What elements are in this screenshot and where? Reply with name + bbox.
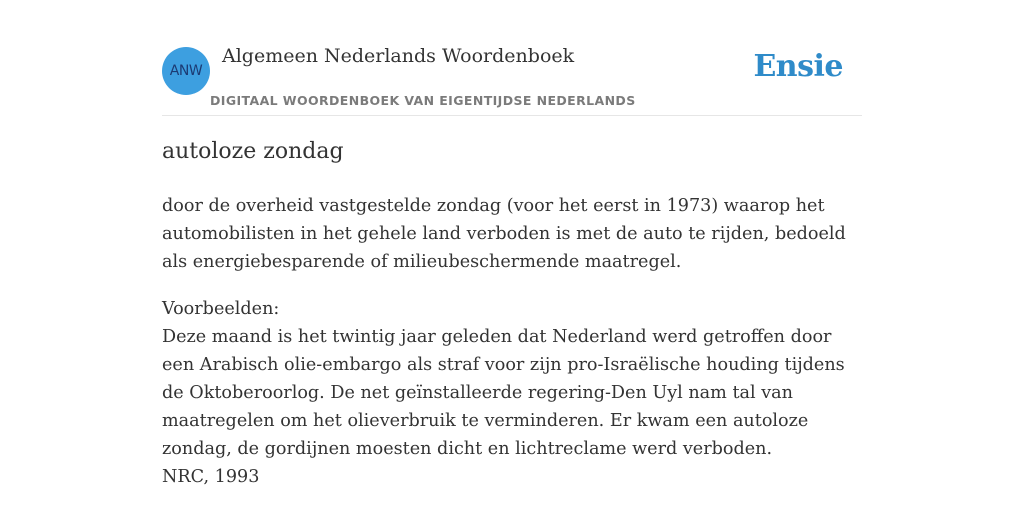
examples-section (162, 295, 862, 491)
dictionary-subtitle: DIGITAAL WOORDENBOEK VAN EIGENTIJDSE NEDERLANDS (210, 93, 636, 108)
header (162, 0, 862, 116)
headword: autoloze zondag (162, 139, 344, 164)
ensie-brand-logo[interactable]: Ensie (753, 49, 843, 84)
example-source: NRC, 1993 (162, 467, 260, 487)
example-text: Deze maand is het twintig jaar geleden dat Nederland werd getroffen door een Arabisch olie-embargo als straf voor zijn pro-Israëlische houding tijdens de Oktoberoorlog. De net geïnstalleerde regering-Den Uyl nam tal van maatregelen om het olieverbruik te verminderen. Er kwam een autoloze zondag, de gordijnen moesten dicht en lichtreclame werd verboden. (162, 327, 845, 459)
definition: door de overheid vastgestelde zondag (voor het eerst in 1973) waarop het automobilisten in het gehele land verboden is met de auto te rijden, bedoeld als energiebesparende of milieubeschermende maatregel. (162, 196, 846, 272)
examples-label: Voorbeelden: (162, 299, 280, 319)
anw-logo[interactable]: ANW (162, 47, 210, 95)
entry-card (162, 0, 862, 512)
dictionary-title[interactable]: Algemeen Nederlands Woordenboek (222, 45, 575, 67)
